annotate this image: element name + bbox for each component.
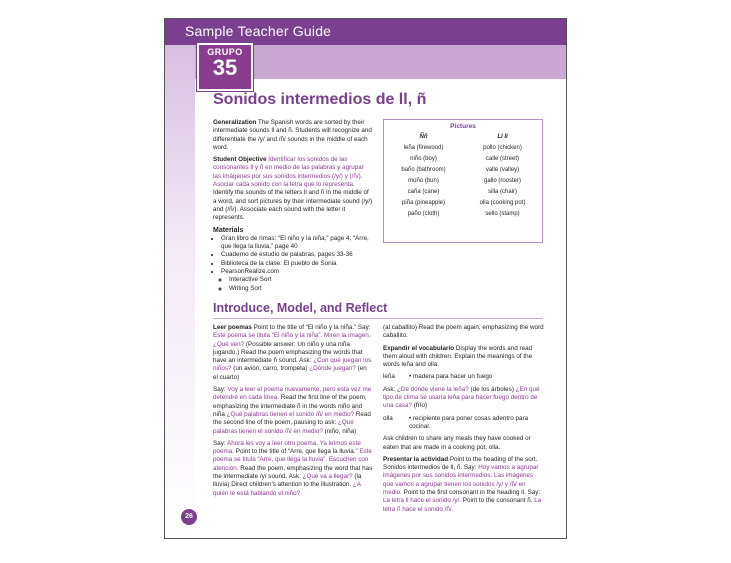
grupo-badge [197, 43, 253, 91]
text-run: Point to the title of “Arre, que llega la lluvia.” [234, 448, 360, 456]
materials-item: • Gran libro de rimas: “El niño y la niña,” page 4; “Arre, que llega la lluvia,” page 40 [221, 235, 373, 252]
materials-sublist [221, 276, 373, 293]
meals-paragraph: Ask children to share any meals they have cooked or eaten that are made in a cooking pot, olla. [383, 435, 531, 451]
header-bar [165, 19, 566, 45]
reread-paragraph [213, 386, 373, 436]
caballito-paragraph: (al caballito) Read the poem again, emphasizing the word caballito. [383, 324, 544, 340]
grupo-label: GRUPO [207, 47, 243, 57]
picture-cell: sello (stamp) [485, 211, 520, 217]
spanish-run: Este poema se titula “El niño y la niña”. Miren la imagen. ¿Qué ven? [213, 332, 371, 348]
definition-lena [383, 373, 545, 381]
materials-item: • PearsonRealize.com [221, 268, 373, 276]
picture-cell: pollo (chicken) [483, 145, 522, 151]
text-run: (un avión, carro, trompeta) [231, 365, 310, 373]
spanish-run: La letra ñ hace el sonido /ñ/. [383, 497, 542, 513]
pictures-title: Pictures [450, 123, 476, 130]
pictures-col2-header: Ll ll [497, 134, 508, 140]
text-run: Say: [213, 439, 228, 447]
text-run: Point to the heading of the sort. Sonidos intermedios de ll, ñ. Say: [383, 455, 538, 472]
pictures-row [384, 167, 542, 173]
picture-cell: niño (boy) [410, 156, 437, 162]
grupo-number: 35 [212, 55, 238, 80]
text-run: Read the second line of the poem, pausing to ask: [213, 410, 371, 427]
objective-spanish: Identificar los sonidos de las consonantes ll y ñ en medio de las palabras y agrupar las imágenes por sus sonidos intermedios (/y/) y (/ñ/). Asociar cada sonido con la letra que lo representa. [213, 156, 364, 189]
page-title: Sonidos intermedios de ll, ñ [213, 91, 427, 108]
left-gradient-bar [165, 45, 195, 538]
objective-label: Student Objective [213, 156, 267, 164]
pictures-row [384, 189, 542, 195]
text-run: Point to the first consonant in the heading ll. Say: [401, 489, 541, 497]
second-poem-paragraph [213, 440, 373, 498]
picture-cell: paño (cloth) [407, 211, 440, 217]
definition-olla [383, 415, 545, 432]
page [164, 18, 567, 539]
spanish-run: ¿En qué tipo de clima se usaría leña para hacer fuego dentro de una casa? [383, 385, 540, 410]
header-title: Sample Teacher Guide [185, 23, 332, 39]
pictures-header-row [384, 134, 542, 140]
picture-cell: piña (pineapple) [401, 200, 446, 206]
text-run: (niño, niña) [322, 427, 357, 435]
text-run: (en el cuarto) [213, 365, 367, 381]
picture-cell: baño (bathroom) [401, 167, 446, 173]
spanish-run: ¿De dónde viene la leña? [397, 385, 469, 393]
pictures-row [384, 145, 542, 151]
presentar-label: Presentar la actividad [383, 455, 449, 463]
materials-subitem: ◦ Interactive Sort [229, 276, 373, 284]
spanish-run: La letra ll hace el sonido /y/. [383, 497, 462, 505]
objective-paragraph [213, 156, 373, 222]
presentar-paragraph [383, 456, 545, 514]
vocabulario-label: Expandir el vocabulario [383, 344, 455, 352]
body-left-column [213, 324, 373, 502]
text-run: Ask: [383, 385, 397, 393]
spanish-run: Voy a leer el poema nuevamente, pero esta vez me detendré en cada línea. [213, 386, 372, 402]
text-run: Read the poem, emphasizing the word that has the intermediate /y/ sound. Ask: [213, 464, 373, 481]
materials-item: • Cuaderno de estudio de palabras, pages 33-36 [221, 251, 373, 259]
picture-cell: leña (firewood) [403, 145, 444, 151]
intro-column [213, 119, 373, 293]
section-title: Introduce, Model, and Reflect [213, 301, 388, 315]
text-run: Read the first line of the poem, emphasizing the intermediate ñ in the words niño and niña [213, 394, 367, 418]
pictures-row [384, 156, 542, 162]
pictures-row [384, 211, 542, 217]
text-run: Display the words and read them aloud with children. Explain the meanings of the words leña and olla. [383, 344, 533, 369]
text-run: Point to the consonant ñ. [461, 497, 535, 505]
ask-lena-paragraph [383, 386, 545, 411]
pictures-col1-header: Ññ [419, 134, 428, 140]
spanish-run: ¿Qué palabras tienen el sonido /ñ/ en medio? [226, 410, 355, 418]
materials-title: Materials [213, 226, 244, 234]
picture-cell: valle (valley) [485, 167, 520, 173]
vocabulario-paragraph [383, 345, 545, 370]
spanish-run: ¿Qué palabras tienen el sonido /ñ/ en medio? [213, 419, 354, 435]
spanish-run: Este poema se titula “Arre, que llega la lluvia”. Escuchen con atención. [213, 448, 372, 472]
picture-cell: olla (cooking pot) [479, 200, 526, 206]
spanish-run: ¿Qué va a llegar? [302, 473, 353, 481]
definition-text: • madera para hacer un fuego [409, 373, 493, 381]
materials-item: • Biblioteca de la clase: El pueblo de Sonia [221, 260, 373, 268]
text-run: (de los árboles) [468, 385, 516, 393]
picture-cell: gallo (rooster) [483, 178, 521, 184]
spanish-run: Hoy vamos a agrupar imágenes por sus sonidos intermedios. Las imágenes que vamos a agrupar tienen los sonidos /y/ y /ñ/ en medio. [383, 464, 539, 497]
page-number: 26 [181, 509, 197, 525]
pictures-row [384, 200, 542, 206]
generalization-label: Generalization [213, 119, 257, 126]
picture-cell: calle (street) [485, 156, 519, 162]
section-divider [213, 318, 543, 319]
text-run: Point to the title of “El niño y la niña.” Say: [251, 324, 371, 331]
spanish-run: ¿A quién le está hablando el niño? [213, 481, 361, 497]
spanish-run: ¿Con qué juegan los niños? [213, 357, 372, 373]
generalization-paragraph [213, 119, 373, 152]
definition-word: olla [383, 414, 393, 422]
objective-english: Identify the sounds of the letters ll and ñ in the middle of a word, and sort pictures by their intermediate sound (/y/) and (/ñ/). Associate each sound with the letter it represents. [213, 189, 373, 222]
leer-poemas-label: Leer poemas [213, 324, 252, 331]
materials-list [213, 235, 373, 293]
pictures-row [384, 178, 542, 184]
definition-text: • recipiente para poner cosas adentro para cocinar. [409, 414, 529, 430]
text-run: Say: [213, 386, 228, 394]
materials-subitem: ◦ Writing Sort [229, 285, 373, 293]
picture-cell: moño (bun) [408, 178, 439, 184]
spanish-run: Ahora les voy a leer otro poema. Ya leímos este poema. [213, 439, 361, 456]
leer-poemas-paragraph [213, 324, 373, 382]
generalization-text: The Spanish words are sorted by their intermediate sounds ll and ñ. Students will recognize and differentiate the /y/ and /ñ/ sounds in the middle of each word. [213, 119, 372, 151]
definition-word: leña [383, 373, 395, 381]
picture-cell: caña (cane) [407, 189, 440, 195]
spanish-run: ¿Dónde juegan? [309, 365, 356, 373]
text-run: (Possible answer: Un niño y una niña jugando.) Read the poem emphasizing the words that have an intermediate ñ sound. Ask: [213, 340, 363, 365]
text-run: (frío) [412, 402, 428, 410]
text-run: (la lluvia) Direct children’s attention to the illustration. [213, 473, 362, 489]
picture-cell: silla (chair) [487, 189, 517, 195]
pictures-box [383, 119, 543, 243]
body-right-column [383, 324, 545, 518]
